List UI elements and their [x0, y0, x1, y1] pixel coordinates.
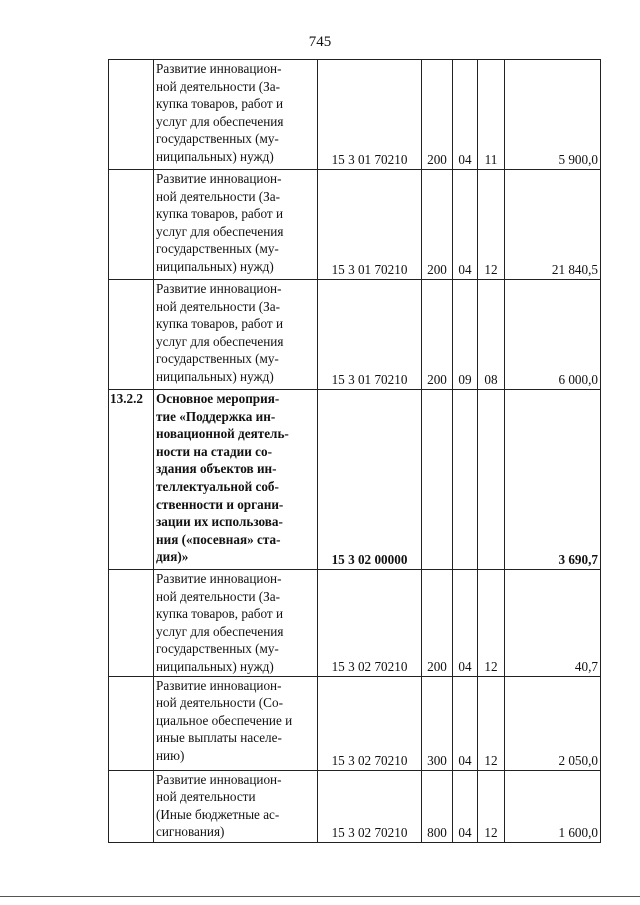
amount: 5 900,0 [505, 60, 601, 170]
row-description [154, 390, 318, 570]
page-number: 745 [308, 34, 332, 50]
amount: 6 000,0 [505, 280, 601, 390]
row-description [154, 280, 318, 390]
row-description [154, 60, 318, 170]
description-line: ности на стадии со- [156, 443, 272, 459]
amount: 1 600,0 [505, 770, 601, 842]
description-line: ной деятельности [156, 789, 256, 805]
target-article-code: 15 3 02 00000 [318, 390, 422, 570]
row-number [109, 170, 154, 280]
description-line: Развитие инновацион- [156, 61, 282, 76]
expense-type: 200 [422, 170, 453, 280]
row-number [109, 570, 154, 677]
bottom-rule [0, 896, 640, 897]
description-line: циальное обеспечение и [156, 712, 293, 728]
row-description [154, 170, 318, 280]
amount: 3 690,7 [505, 390, 601, 570]
expense-type: 800 [422, 770, 453, 842]
subsection-code: 12 [478, 570, 505, 677]
section-code: 09 [453, 280, 478, 390]
description-line: услуг для обеспечения [156, 113, 284, 129]
description-line: ниципальных) нужд) [156, 258, 274, 274]
budget-table [108, 59, 601, 843]
description-line: Основное мероприя- [156, 391, 280, 406]
subsection-code: 12 [478, 676, 505, 770]
description-line: ниципальных) нужд) [156, 368, 274, 384]
description-line: здания объектов ин- [156, 461, 277, 477]
subsection-code: 08 [478, 280, 505, 390]
description-line: услуг для обеспечения [156, 223, 284, 239]
row-number [109, 770, 154, 842]
description-line: Развитие инновацион- [156, 771, 282, 787]
description-line: ной деятельности (За- [156, 588, 281, 604]
description-line: ной деятельности (За- [156, 298, 281, 314]
description-line: зации их использова- [156, 514, 283, 530]
row-description [154, 570, 318, 677]
table-row [109, 280, 601, 390]
table-row [109, 676, 601, 770]
description-line: государственных (му- [156, 641, 279, 657]
description-line: государственных (му- [156, 131, 279, 147]
subsection-code [478, 390, 505, 570]
subsection-code: 11 [478, 60, 505, 170]
description-line: дия)» [156, 549, 189, 565]
description-line: купка товаров, работ и [156, 606, 284, 622]
description-line: сигнования) [156, 824, 225, 840]
table-row [109, 570, 601, 677]
target-article-code: 15 3 02 70210 [318, 770, 422, 842]
row-number [109, 60, 154, 170]
target-article-code: 15 3 02 70210 [318, 570, 422, 677]
row-description [154, 770, 318, 842]
description-line: государственных (му- [156, 241, 279, 257]
description-line: Развитие инновацион- [156, 171, 282, 186]
table-row [109, 60, 601, 170]
description-line: государственных (му- [156, 351, 279, 367]
table-row [109, 390, 601, 570]
description-line: ной деятельности (За- [156, 78, 281, 94]
description-line: нию) [156, 747, 185, 763]
description-line: тие «Поддержка ин- [156, 408, 276, 424]
expense-type: 200 [422, 280, 453, 390]
expense-type [422, 390, 453, 570]
section-code: 04 [453, 60, 478, 170]
expense-type: 200 [422, 570, 453, 677]
row-description [154, 676, 318, 770]
description-line: Развитие инновацион- [156, 677, 282, 693]
table-row [109, 770, 601, 842]
row-number: 13.2.2 [109, 390, 154, 570]
target-article-code: 15 3 01 70210 [318, 280, 422, 390]
row-number [109, 280, 154, 390]
description-line: ниципальных) нужд) [156, 148, 274, 164]
target-article-code: 15 3 01 70210 [318, 60, 422, 170]
description-line: ния («посевная» ста- [156, 531, 281, 547]
description-line: ниципальных) нужд) [156, 658, 274, 674]
subsection-code: 12 [478, 170, 505, 280]
section-code [453, 390, 478, 570]
description-line: ственности и органи- [156, 496, 284, 512]
amount: 40,7 [505, 570, 601, 677]
row-number [109, 676, 154, 770]
section-code: 04 [453, 676, 478, 770]
amount: 2 050,0 [505, 676, 601, 770]
description-line: купка товаров, работ и [156, 316, 284, 332]
description-line: купка товаров, работ и [156, 206, 284, 222]
table-row [109, 170, 601, 280]
description-line: теллектуальной соб- [156, 478, 279, 494]
section-code: 04 [453, 170, 478, 280]
description-line: услуг для обеспечения [156, 333, 284, 349]
target-article-code: 15 3 01 70210 [318, 170, 422, 280]
section-code: 04 [453, 570, 478, 677]
description-line: новационной деятель- [156, 426, 289, 442]
target-article-code: 15 3 02 70210 [318, 676, 422, 770]
section-code: 04 [453, 770, 478, 842]
description-line: (Иные бюджетные ас- [156, 806, 280, 822]
description-line: услуг для обеспечения [156, 623, 284, 639]
description-line: Развитие инновацион- [156, 571, 282, 586]
expense-type: 200 [422, 60, 453, 170]
subsection-code: 12 [478, 770, 505, 842]
description-line: Развитие инновацион- [156, 281, 282, 296]
description-line: ной деятельности (За- [156, 188, 281, 204]
description-line: купка товаров, работ и [156, 96, 284, 112]
amount: 21 840,5 [505, 170, 601, 280]
description-line: ной деятельности (Со- [156, 695, 283, 711]
expense-type: 300 [422, 676, 453, 770]
description-line: иные выплаты населе- [156, 730, 282, 746]
